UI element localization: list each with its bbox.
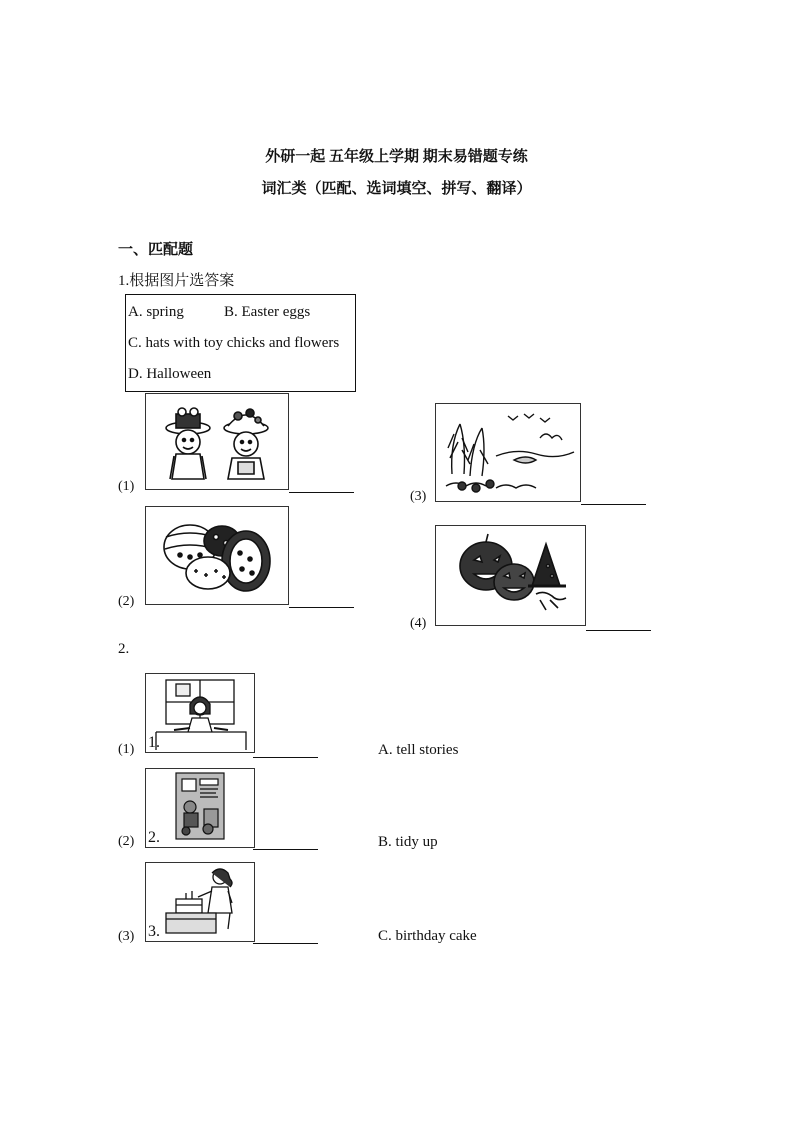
option-a: A. spring xyxy=(128,304,184,320)
q2-word-a: A. tell stories xyxy=(378,742,459,758)
easter-bonnet-kids-icon xyxy=(146,394,288,489)
q2-item-1-number: (1) xyxy=(118,742,135,757)
q2-picture-1-label: 1. xyxy=(148,734,160,751)
q2-picture-2-label: 2. xyxy=(148,829,160,846)
q2-item-2-number: (2) xyxy=(118,834,135,849)
q2-word-b: B. tidy up xyxy=(378,834,438,850)
q2-picture-3-label: 3. xyxy=(148,923,160,940)
girl-at-window-desk-icon xyxy=(146,674,254,752)
girl-with-cake-icon xyxy=(146,863,254,941)
q1-picture-1 xyxy=(145,393,289,490)
q1-answer-blank-2[interactable] xyxy=(289,607,354,608)
page-subtitle: 词汇类（匹配、选词填空、拼写、翻译） xyxy=(261,181,532,197)
q1-item-4-number: (4) xyxy=(410,616,427,631)
q1-item-2-number: (2) xyxy=(118,594,135,609)
section-heading: 一、匹配题 xyxy=(118,242,194,258)
q1-item-3-number: (3) xyxy=(410,489,427,504)
q2-picture-3 xyxy=(145,862,255,942)
q2-item-3-number: (3) xyxy=(118,929,135,944)
option-c: C. hats with toy chicks and flowers xyxy=(128,335,340,351)
q2-picture-1 xyxy=(145,673,255,753)
option-b: B. Easter eggs xyxy=(224,304,311,320)
q1-answer-blank-1[interactable] xyxy=(289,492,354,493)
halloween-pumpkins-icon xyxy=(436,526,585,625)
q2-answer-blank-2[interactable] xyxy=(253,849,318,850)
q2-word-c: C. birthday cake xyxy=(378,928,477,944)
messy-room-icon xyxy=(146,769,254,847)
question-2-prompt: 2. xyxy=(118,641,130,657)
q1-answer-blank-3[interactable] xyxy=(581,504,646,505)
spring-landscape-icon xyxy=(436,404,580,501)
q2-answer-blank-3[interactable] xyxy=(253,943,318,944)
q1-item-1-number: (1) xyxy=(118,479,135,494)
q1-picture-4 xyxy=(435,525,586,626)
question-1-prompt: 1.根据图片选答案 xyxy=(118,273,235,289)
q1-picture-3 xyxy=(435,403,581,502)
q2-picture-2 xyxy=(145,768,255,848)
q1-picture-2 xyxy=(145,506,289,605)
q1-answer-blank-4[interactable] xyxy=(586,630,651,631)
q2-answer-blank-1[interactable] xyxy=(253,757,318,758)
option-d: D. Halloween xyxy=(128,366,212,382)
page-title: 外研一起 五年级上学期 期末易错题专练 xyxy=(265,149,528,165)
easter-eggs-icon xyxy=(146,507,288,604)
